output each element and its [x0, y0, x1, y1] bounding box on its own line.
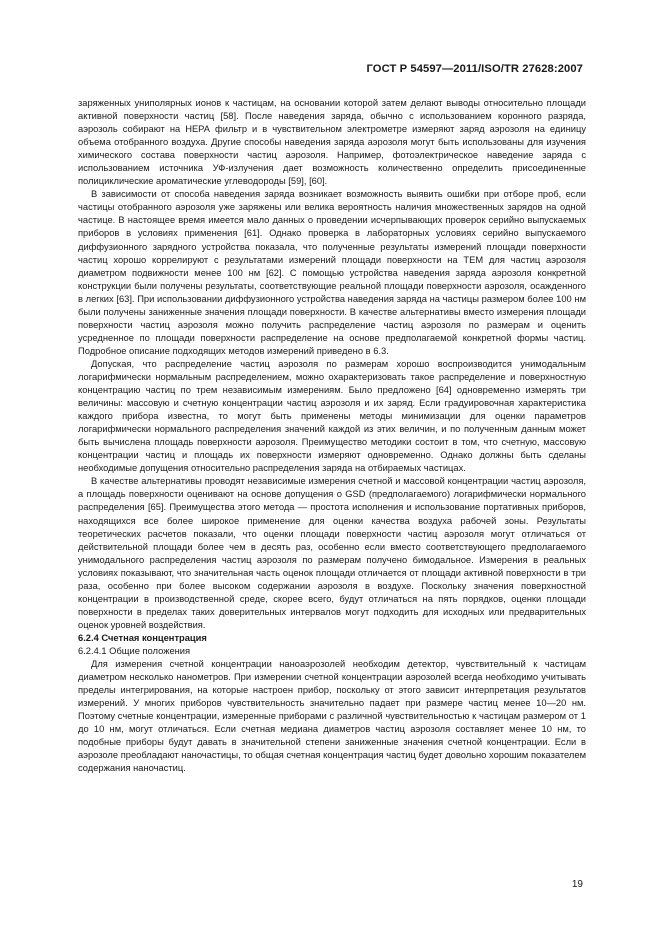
- subsection-heading: 6.2.4.1 Общие положения: [78, 645, 191, 656]
- section-heading: 6.2.4 Счетная концентрация: [78, 632, 207, 643]
- page-number: 19: [571, 879, 583, 890]
- main-text: [78, 97, 586, 775]
- document-header: ГОСТ Р 54597—2011/ISO/TR 27628:2007: [366, 63, 583, 75]
- paragraph: В качестве альтернативы проводят независимые измерения счетной и массовой концентрации частиц аэрозоля, а площадь поверхности оценивают на основе допущения о GSD (предполагаемого) логарифмически нормального распределения [65]. Преимущества этого метода — простота исполнения и использование портативных приборов, находящихся все более широкое применение для оценки качества воздуха рабочей зоны. Результаты теоретических расчетов показали, что оценки площади поверхности частиц аэрозоля могут отличаться от действительной площади более чем в десять раз, особенно если вместо соответствующего предполагаемого унимодального распределения частиц аэрозоля по размерам получено бимодальное. Измерения в реальных условиях показывают, что значительная часть оценок площади отличается от площади активной поверхности в три раза, особенно при более высоком содержании аэрозоля в воздухе. Поскольку значения поверхностной концентрации в производственной среде, скорее всего, будут отличаться на пять порядков, оценки площади поверхности в пределах таких доверительных интервалов могут подходить для исходных или предварительных оценок уровней воздействия.: [78, 476, 586, 630]
- paragraph: Для измерения счетной концентрации наноаэрозолей необходим детектор, чувствительный к частицам диаметром несколько нанометров. При измерении счетной концентрации аэрозолей всегда необходимо учитывать пределы интегрирования, на которые настроен прибор, поскольку от этого зависит интерпретация результатов измерений. У многих приборов чувствительность значительно падает при размере частиц менее 10—20 нм. Поэтому счетные концентрации, измеренные приборами с различной чувствительностью к частицам размером от 1 до 10 нм, могут отличаться. Если счетная медиана диаметров частиц аэрозоля составляет менее 10 нм, то подобные приборы будут давать в значительной степени заниженные значения счетной концентрации. Если в аэрозоле преобладают наночастицы, то общая счетная концентрация частиц будет довольно хорошим показателем содержания наночастиц.: [78, 659, 586, 774]
- paragraph: Допуская, что распределение частиц аэрозоля по размерам хорошо воспроизводится унимодальным логарифмически нормальным распределением, можно охарактеризовать такое распределение и поверхностную концентрацию частиц по трем независимым измерениям. Было предложено [64] одновременно измерять три величины: массовую и счетную концентрации частиц аэрозоля и их заряд. Если градуировочная характеристика каждого прибора известна, то могут быть применены методы минимизации для оценки параметров логарифмически нормального распределения значений каждой из этих величин, и по полученным данным может быть вычислена площадь поверхности аэрозоля. Преимущество методики состоит в том, что счетную, массовую концентрации частиц и площадь их поверхности измеряют одновременно. Однако должны быть сделаны необходимые допущения относительно распределения заряда на отбираемых частицах.: [78, 358, 586, 474]
- paragraph: заряженных униполярных ионов к частицам, на основании которой затем делают выводы относительно площади активной поверхности частиц [58]. После наведения заряда, обычно с использованием коронного разряда, аэрозоль собирают на НЕРА фильтр и в чувствительном электрометре измеряют заряд аэрозоля на единицу объема отобранного воздуха. Другие способы наведения заряда аэрозоля могут быть использованы для изучения химического состава поверхности частиц аэрозоля. Например, фотоэлектрическое наведение заряда с использованием источника УФ-излучения дает возможность количественно определить присоединенные полициклические ароматические углеводороды [59], [60].: [78, 98, 586, 187]
- paragraph: В зависимости от способа наведения заряда возникает возможность выявить ошибки при отборе проб, если частицы отобранного аэрозоля уже заряжены или велика вероятность наличия множественных зарядов на одной частице. В настоящее время имеется мало данных о проведении исчерпывающих проверок серийно выпускаемых приборов в условиях применения [61]. Однако проверка в лабораторных условиях серийно выпускаемого диффузионного зарядного устройства показала, что полученные результаты измерений площади поверхности частиц хорошо коррелируют с результатами измерений площади поверхности на ТЕМ для частиц аэрозоля диаметром подвижности менее 100 нм [62]. С помощью устройства наведения заряда аэрозоля конкретной конструкции были получены результаты, соответствующие реальной площади поверхности аэрозоля, осажденного в легких [63]. При использовании диффузионного устройства наведения заряда на частицы размером более 100 нм были получены заниженные значения площади поверхности. В качестве альтернативы вместо измерения площади поверхности частиц аэрозоля можно получить распределение частиц аэрозоля по размерам и оценить усредненное по площади поверхности распределение на основе предполагаемой конкретной формы частиц. Подробное описание подходящих методов измерений приведено в 6.3.: [78, 189, 586, 356]
